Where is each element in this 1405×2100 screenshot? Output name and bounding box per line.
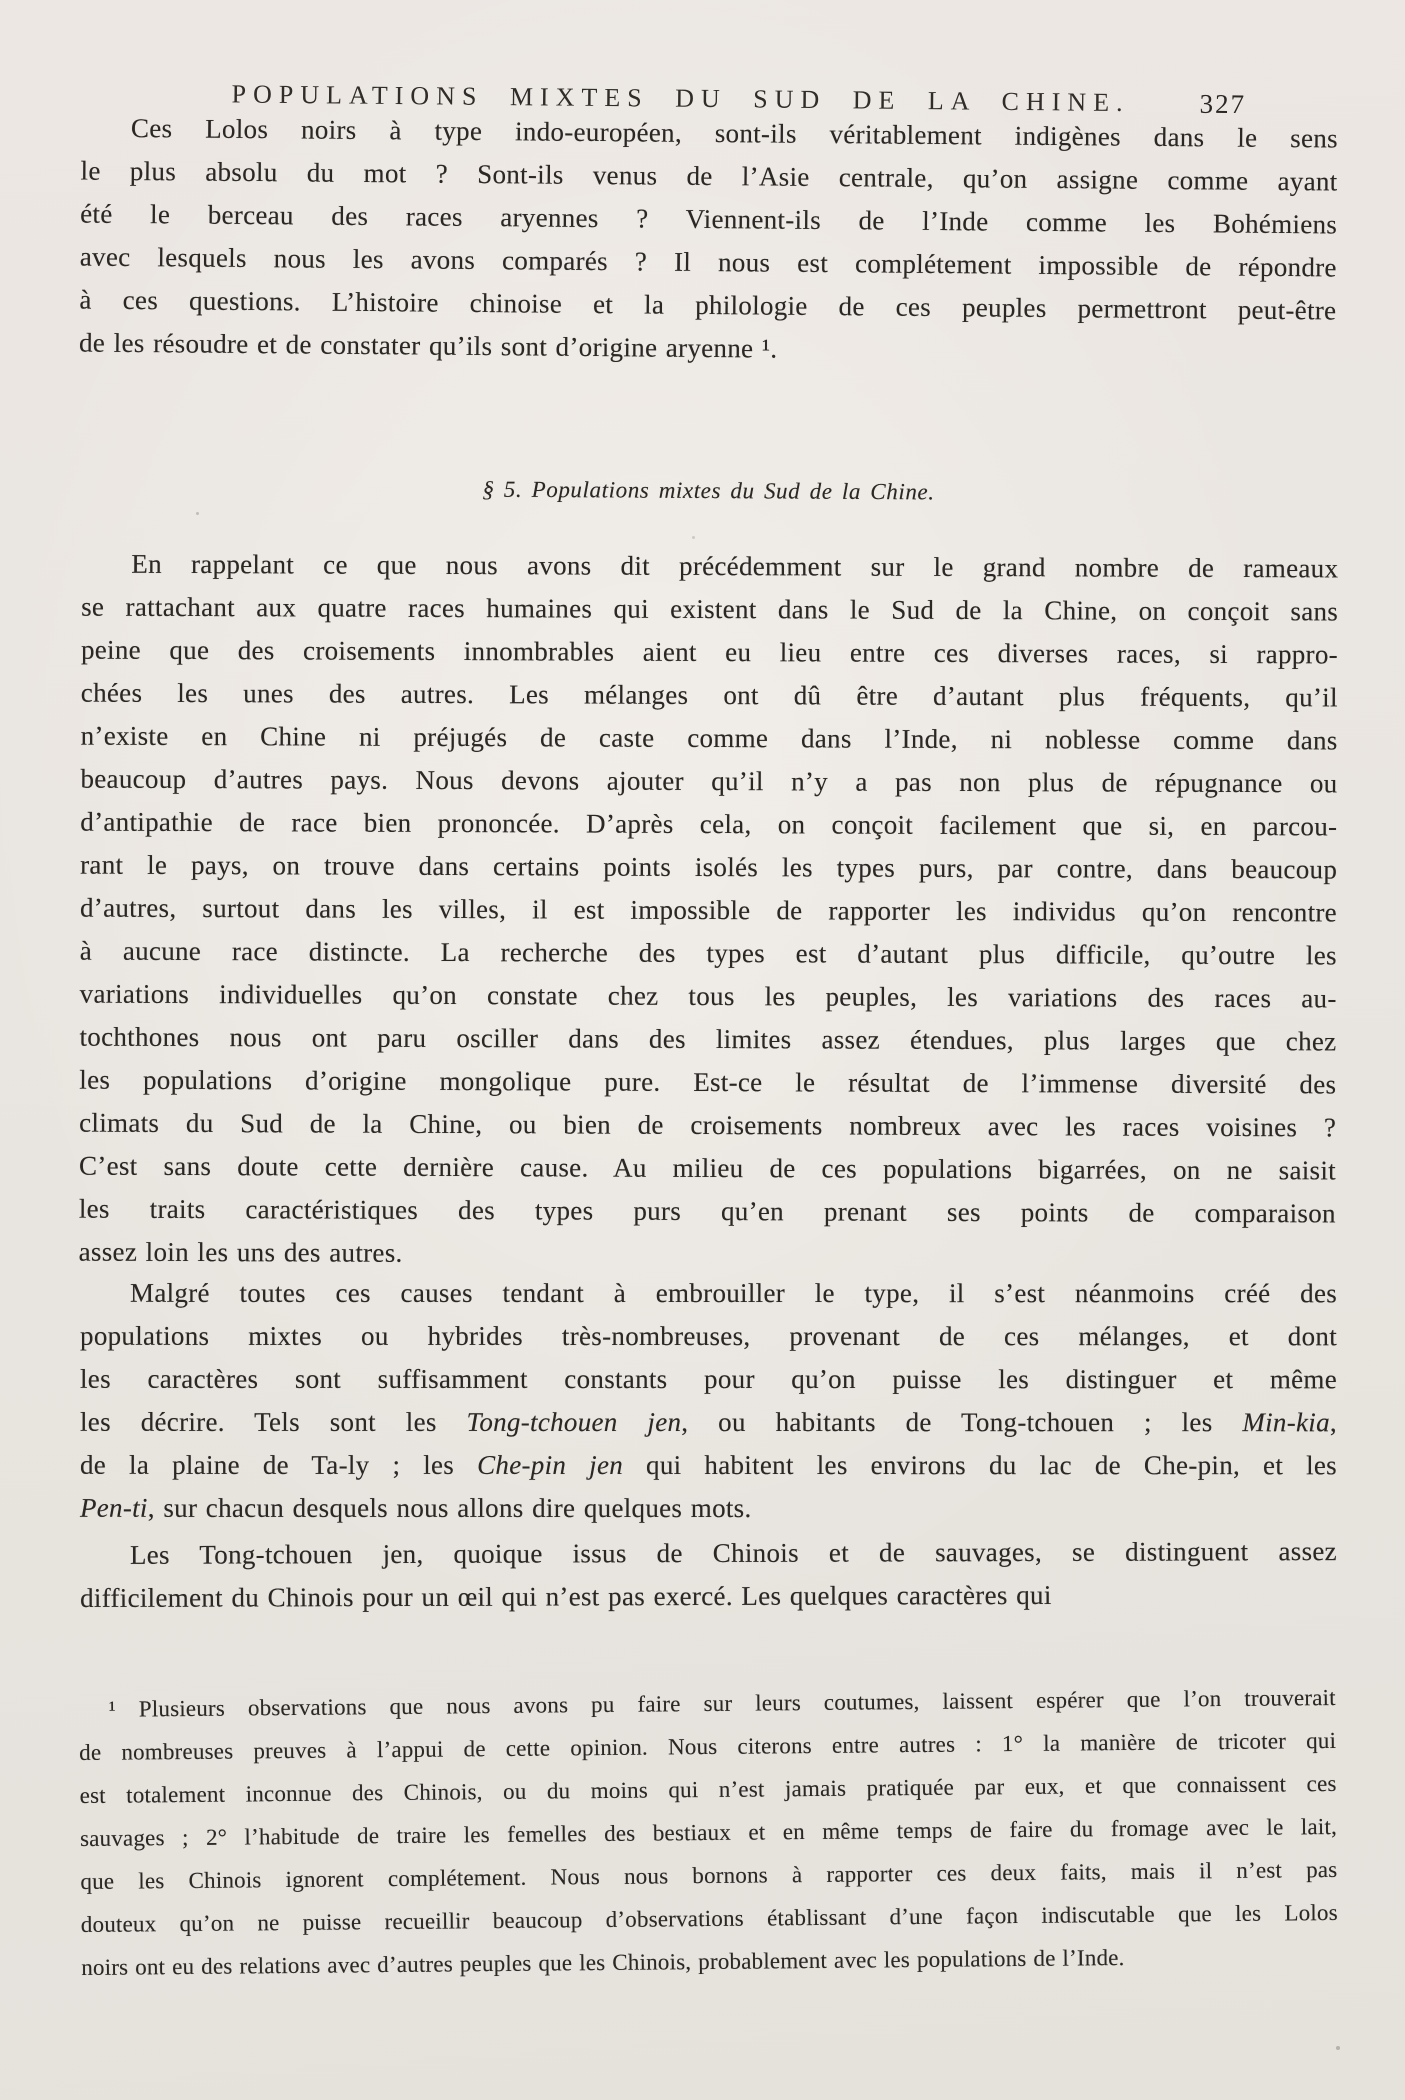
paragraph-croisements [79, 543, 1339, 1279]
text-line: En rappelant ce que nous avons dit précédemment sur le grand nombre de rameaux [131, 548, 1339, 584]
text-line: les traits caractéristiques des types purs qu’en prenant ses points de comparaison [78, 1193, 1336, 1229]
text-line: avec lesquels nous les avons comparés ? Il nous est complétement impossible de répondre [79, 241, 1337, 283]
text-line: été le berceau des races aryennes ? Viennent-ils de l’Inde comme les Bohémiens [80, 198, 1338, 240]
text-run: , [1329, 1407, 1337, 1438]
text-line: Les Tong-tchouen jen, quoique issus de Chinois et de sauvages, se distinguent assez [129, 1536, 1337, 1570]
page-content [80, 0, 1337, 2100]
footnote-line: est totalement inconnue des Chinois, ou du moins qui n’est jamais pratiquée par eux, et que connaissent ces [79, 1770, 1337, 1809]
text-run: les décrire. Tels sont les [79, 1406, 467, 1437]
text-line: de les résoudre et de constater qu’ils sont d’origine aryenne ¹. [78, 327, 778, 364]
footnote-line: que les Chinois ignorent complétement. Nous nous bornons à rapporter ces deux faits, mais il n’est pas [80, 1856, 1338, 1895]
text-line: le plus absolu du mot ? Sont-ils venus de l’Asie centrale, qu’on assigne comme ayant [80, 155, 1338, 197]
italic-term: Tong-tchouen jen [466, 1406, 682, 1437]
footnote-line: douteux qu’on ne puisse recueillir beaucoup d’observations établissant d’une façon indiscutable que les Lolos [80, 1899, 1338, 1938]
text-run: , sur chacun desquels nous allons dire quelques mots. [147, 1492, 752, 1524]
text-line: C’est sans doute cette dernière cause. Au milieu de ces populations bigarrées, on ne saisit [78, 1150, 1337, 1186]
text-line: se rattachant aux quatre races humaines qui existent dans le Sud de la Chine, on conçoit sans [81, 591, 1339, 627]
text-line: les caractères sont suffisamment constants pour qu’on puisse les distinguer et même [80, 1363, 1338, 1395]
text-line: climats du Sud de la Chine, ou bien de croisements nombreux avec les races voisines ? [79, 1107, 1337, 1143]
italic-term: Che-pin jen [477, 1449, 624, 1480]
text-run: qui habitent les environs du lac de Che-pin, et les [623, 1449, 1337, 1481]
text-line: variations individuelles qu’on constate chez tous les peuples, les variations des races au- [79, 978, 1337, 1014]
text-line: les populations d’origine mongolique pure. Est-ce le résultat de l’immense diversité des [79, 1064, 1337, 1100]
text-line: chées les unes des autres. Les mélanges ont dû être d’autant plus fréquents, qu’il [80, 677, 1338, 713]
section-heading: § 5. Populations mixtes du Sud de la Chine. [482, 476, 935, 505]
footnote-line: noirs ont eu des relations avec d’autres peuples que les Chinois, probablement avec les populations de l’Inde. [81, 1945, 1125, 1981]
text-line: beaucoup d’autres pays. Nous devons ajouter qu’il n’y a pas non plus de répugnance ou [80, 763, 1338, 799]
text-line: à ces questions. L’histoire chinoise et la philologie de ces peuples permettront peut-être [79, 284, 1337, 326]
text-line: d’antipathie de race bien prononcée. D’après cela, on conçoit facilement que si, en parcou- [80, 806, 1338, 842]
italic-term: Pen-ti [79, 1492, 148, 1523]
paragraph-tong-tchouen [80, 1530, 1337, 1620]
text-line: assez loin les uns des autres. [78, 1236, 403, 1268]
footnote-line: de nombreuses preuves à l’appui de cette opinion. Nous citerons entre autres : 1° la manière de tricoter qui [79, 1727, 1337, 1766]
text-line: Ces Lolos noirs à type indo-européen, sont-ils véritablement indigènes dans le sens [130, 112, 1339, 154]
text-line [80, 1444, 1337, 1487]
text-line: Malgré toutes ces causes tendant à embrouiller le type, il s’est néanmoins créé des [130, 1277, 1338, 1309]
scan-speck [1336, 2046, 1340, 2050]
paragraph-lolos-questions [79, 107, 1338, 376]
text-run: , ou habitants de Tong-tchouen ; les [681, 1406, 1243, 1438]
scan-speck [692, 536, 695, 539]
scan-speck [196, 512, 199, 515]
text-line [80, 1487, 1337, 1530]
text-line: n’existe en Chine ni préjugés de caste comme dans l’Inde, ni noblesse comme dans [80, 720, 1338, 756]
text-line: populations mixtes ou hybrides très-nombreuses, provenant de ces mélanges, et dont [80, 1320, 1338, 1352]
text-line: peine que des croisements innombrables aient eu lieu entre ces diverses races, si rappro- [80, 634, 1339, 670]
page-title: POPULATIONS MIXTES DU SUD DE LA CHINE. [231, 79, 1130, 118]
text-line: tochthones nous ont paru osciller dans des limites assez étendues, plus larges que chez [79, 1021, 1337, 1057]
footnote [79, 1676, 1339, 1989]
page-number: 327 [1199, 88, 1247, 120]
paragraph-populations-mixtes [80, 1272, 1337, 1530]
text-run: de la plaine de Ta-ly ; les [79, 1449, 478, 1480]
footnote-line: sauvages ; 2° l’habitude de traire les femelles des bestiaux et en même temps de faire du fromage avec le lait, [79, 1813, 1338, 1852]
text-line: à aucune race distincte. La recherche des types est d’autant plus difficile, qu’outre les [79, 935, 1337, 971]
text-line [80, 1401, 1337, 1444]
italic-term: Min-kia [1242, 1407, 1330, 1438]
text-line: difficilement du Chinois pour un œil qui n’est pas exercé. Les quelques caractères qui [80, 1579, 1052, 1613]
footnote-line: ¹ Plusieurs observations que nous avons pu faire sur leurs coutumes, laissent espérer que l’on trouverait [108, 1684, 1336, 1722]
text-line: rant le pays, on trouve dans certains points isolés les types purs, par contre, dans beaucoup [80, 849, 1338, 885]
text-line: d’autres, surtout dans les villes, il est impossible de rapporter les individus qu’on rencontre [79, 892, 1338, 928]
